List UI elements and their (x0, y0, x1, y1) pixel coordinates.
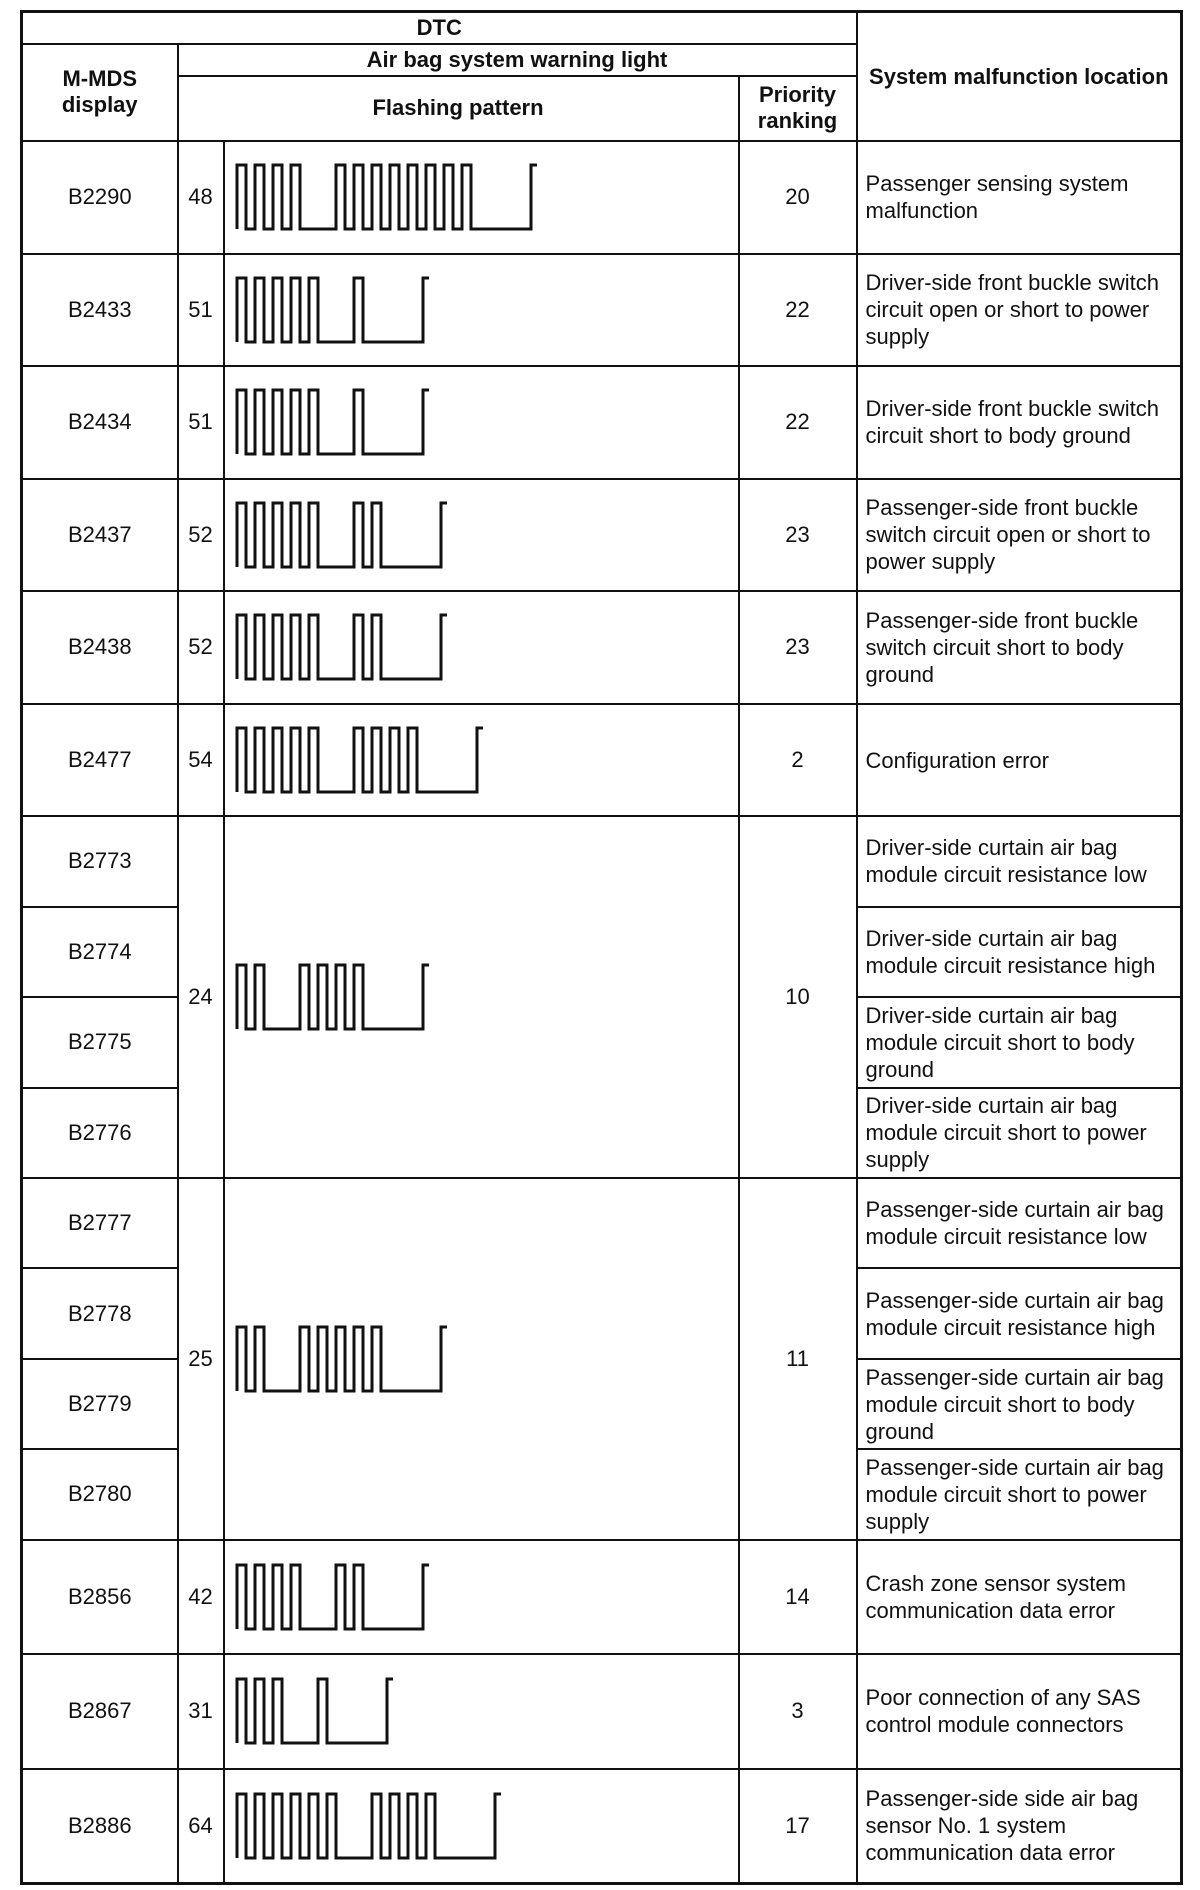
table-row (22, 141, 1182, 254)
flash-code: 52 (178, 591, 224, 704)
waveform (225, 382, 725, 462)
malfunction-location: Driver-side curtain air bag module circuit short to power supply (857, 1088, 1182, 1178)
malfunction-location: Passenger-side front buckle switch circuit open or short to power supply (857, 479, 1182, 592)
malfunction-location: Driver-side front buckle switch circuit open or short to power supply (857, 254, 1182, 367)
waveform-line (237, 1679, 393, 1743)
flashing-pattern (224, 141, 739, 254)
header-dtc: DTC (22, 12, 857, 44)
malfunction-location: Passenger-side curtain air bag module circuit resistance low (857, 1178, 1182, 1268)
malfunction-location: Passenger-side front buckle switch circuit short to body ground (857, 591, 1182, 704)
table-row (22, 704, 1182, 817)
flashing-pattern (224, 816, 739, 1178)
waveform (225, 720, 725, 800)
flash-code: 48 (178, 141, 224, 254)
priority-rank: 22 (739, 254, 857, 367)
mmds-code: B2778 (22, 1268, 178, 1358)
malfunction-location: Passenger-side curtain air bag module circuit resistance high (857, 1268, 1182, 1358)
header-mmds-display: M-MDS display (22, 44, 178, 141)
waveform-line (237, 615, 447, 679)
flash-code: 64 (178, 1769, 224, 1884)
mmds-code: B2437 (22, 479, 178, 592)
table-row (22, 1654, 1182, 1769)
mmds-code: B2775 (22, 997, 178, 1087)
flash-code: 24 (178, 816, 224, 1178)
dtc-table (20, 10, 1183, 1885)
flashing-pattern (224, 1654, 739, 1769)
waveform-line (237, 390, 429, 454)
flashing-pattern (224, 1769, 739, 1884)
flash-code: 42 (178, 1540, 224, 1655)
table-row (22, 479, 1182, 592)
malfunction-location: Driver-side curtain air bag module circuit resistance low (857, 816, 1182, 906)
header-flashing-pattern: Flashing pattern (178, 76, 739, 141)
mmds-code: B2290 (22, 141, 178, 254)
malfunction-location: Driver-side curtain air bag module circuit short to body ground (857, 997, 1182, 1087)
flashing-pattern (224, 704, 739, 817)
table-row (22, 591, 1182, 704)
table-row (22, 366, 1182, 479)
mmds-code: B2434 (22, 366, 178, 479)
priority-rank: 10 (739, 816, 857, 1178)
flash-code: 51 (178, 254, 224, 367)
flashing-pattern (224, 479, 739, 592)
malfunction-location: Passenger-side side air bag sensor No. 1 system communication data error (857, 1769, 1182, 1884)
malfunction-location: Passenger sensing system malfunction (857, 141, 1182, 254)
mmds-code: B2867 (22, 1654, 178, 1769)
waveform-line (237, 1327, 447, 1391)
mmds-code: B2777 (22, 1178, 178, 1268)
mmds-code: B2886 (22, 1769, 178, 1884)
malfunction-location: Poor connection of any SAS control module connectors (857, 1654, 1182, 1769)
waveform-line (237, 1794, 501, 1858)
flash-code: 51 (178, 366, 224, 479)
priority-rank: 23 (739, 479, 857, 592)
waveform (225, 270, 725, 350)
mmds-code: B2438 (22, 591, 178, 704)
priority-rank: 11 (739, 1178, 857, 1540)
waveform-line (237, 728, 483, 792)
mmds-code: B2776 (22, 1088, 178, 1178)
waveform (225, 495, 725, 575)
malfunction-location: Passenger-side curtain air bag module circuit short to body ground (857, 1359, 1182, 1449)
priority-rank: 3 (739, 1654, 857, 1769)
waveform-line (237, 965, 429, 1029)
malfunction-location: Configuration error (857, 704, 1182, 817)
mmds-code: B2780 (22, 1449, 178, 1539)
waveform (225, 157, 725, 237)
malfunction-location: Crash zone sensor system communication data error (857, 1540, 1182, 1655)
waveform (225, 1786, 725, 1866)
mmds-code: B2477 (22, 704, 178, 817)
priority-rank: 2 (739, 704, 857, 817)
priority-rank: 20 (739, 141, 857, 254)
waveform (225, 1557, 725, 1637)
table-row (22, 254, 1182, 367)
flashing-pattern (224, 254, 739, 367)
flash-code: 25 (178, 1178, 224, 1540)
waveform-line (237, 165, 537, 229)
malfunction-location: Passenger-side curtain air bag module circuit short to power supply (857, 1449, 1182, 1539)
waveform-line (237, 503, 447, 567)
flashing-pattern (224, 366, 739, 479)
waveform (225, 1319, 725, 1399)
malfunction-location: Driver-side front buckle switch circuit short to body ground (857, 366, 1182, 479)
table-row (22, 1540, 1182, 1655)
priority-rank: 23 (739, 591, 857, 704)
waveform (225, 607, 725, 687)
priority-rank: 14 (739, 1540, 857, 1655)
table-row (22, 1769, 1182, 1884)
table-row (22, 816, 1182, 906)
flashing-pattern (224, 1178, 739, 1540)
waveform-line (237, 1565, 429, 1629)
flashing-pattern (224, 591, 739, 704)
flash-code: 52 (178, 479, 224, 592)
flash-code: 54 (178, 704, 224, 817)
flash-code: 31 (178, 1654, 224, 1769)
header-priority-ranking: Priority ranking (739, 76, 857, 141)
waveform (225, 957, 725, 1037)
priority-rank: 22 (739, 366, 857, 479)
header-malfunction-location: System malfunction location (857, 12, 1182, 142)
mmds-code: B2779 (22, 1359, 178, 1449)
mmds-code: B2773 (22, 816, 178, 906)
malfunction-location: Driver-side curtain air bag module circuit resistance high (857, 907, 1182, 997)
waveform-line (237, 278, 429, 342)
mmds-code: B2774 (22, 907, 178, 997)
mmds-code: B2856 (22, 1540, 178, 1655)
table-row (22, 1178, 1182, 1268)
flashing-pattern (224, 1540, 739, 1655)
header-warning-light: Air bag system warning light (178, 44, 857, 76)
mmds-code: B2433 (22, 254, 178, 367)
waveform (225, 1671, 725, 1751)
priority-rank: 17 (739, 1769, 857, 1884)
